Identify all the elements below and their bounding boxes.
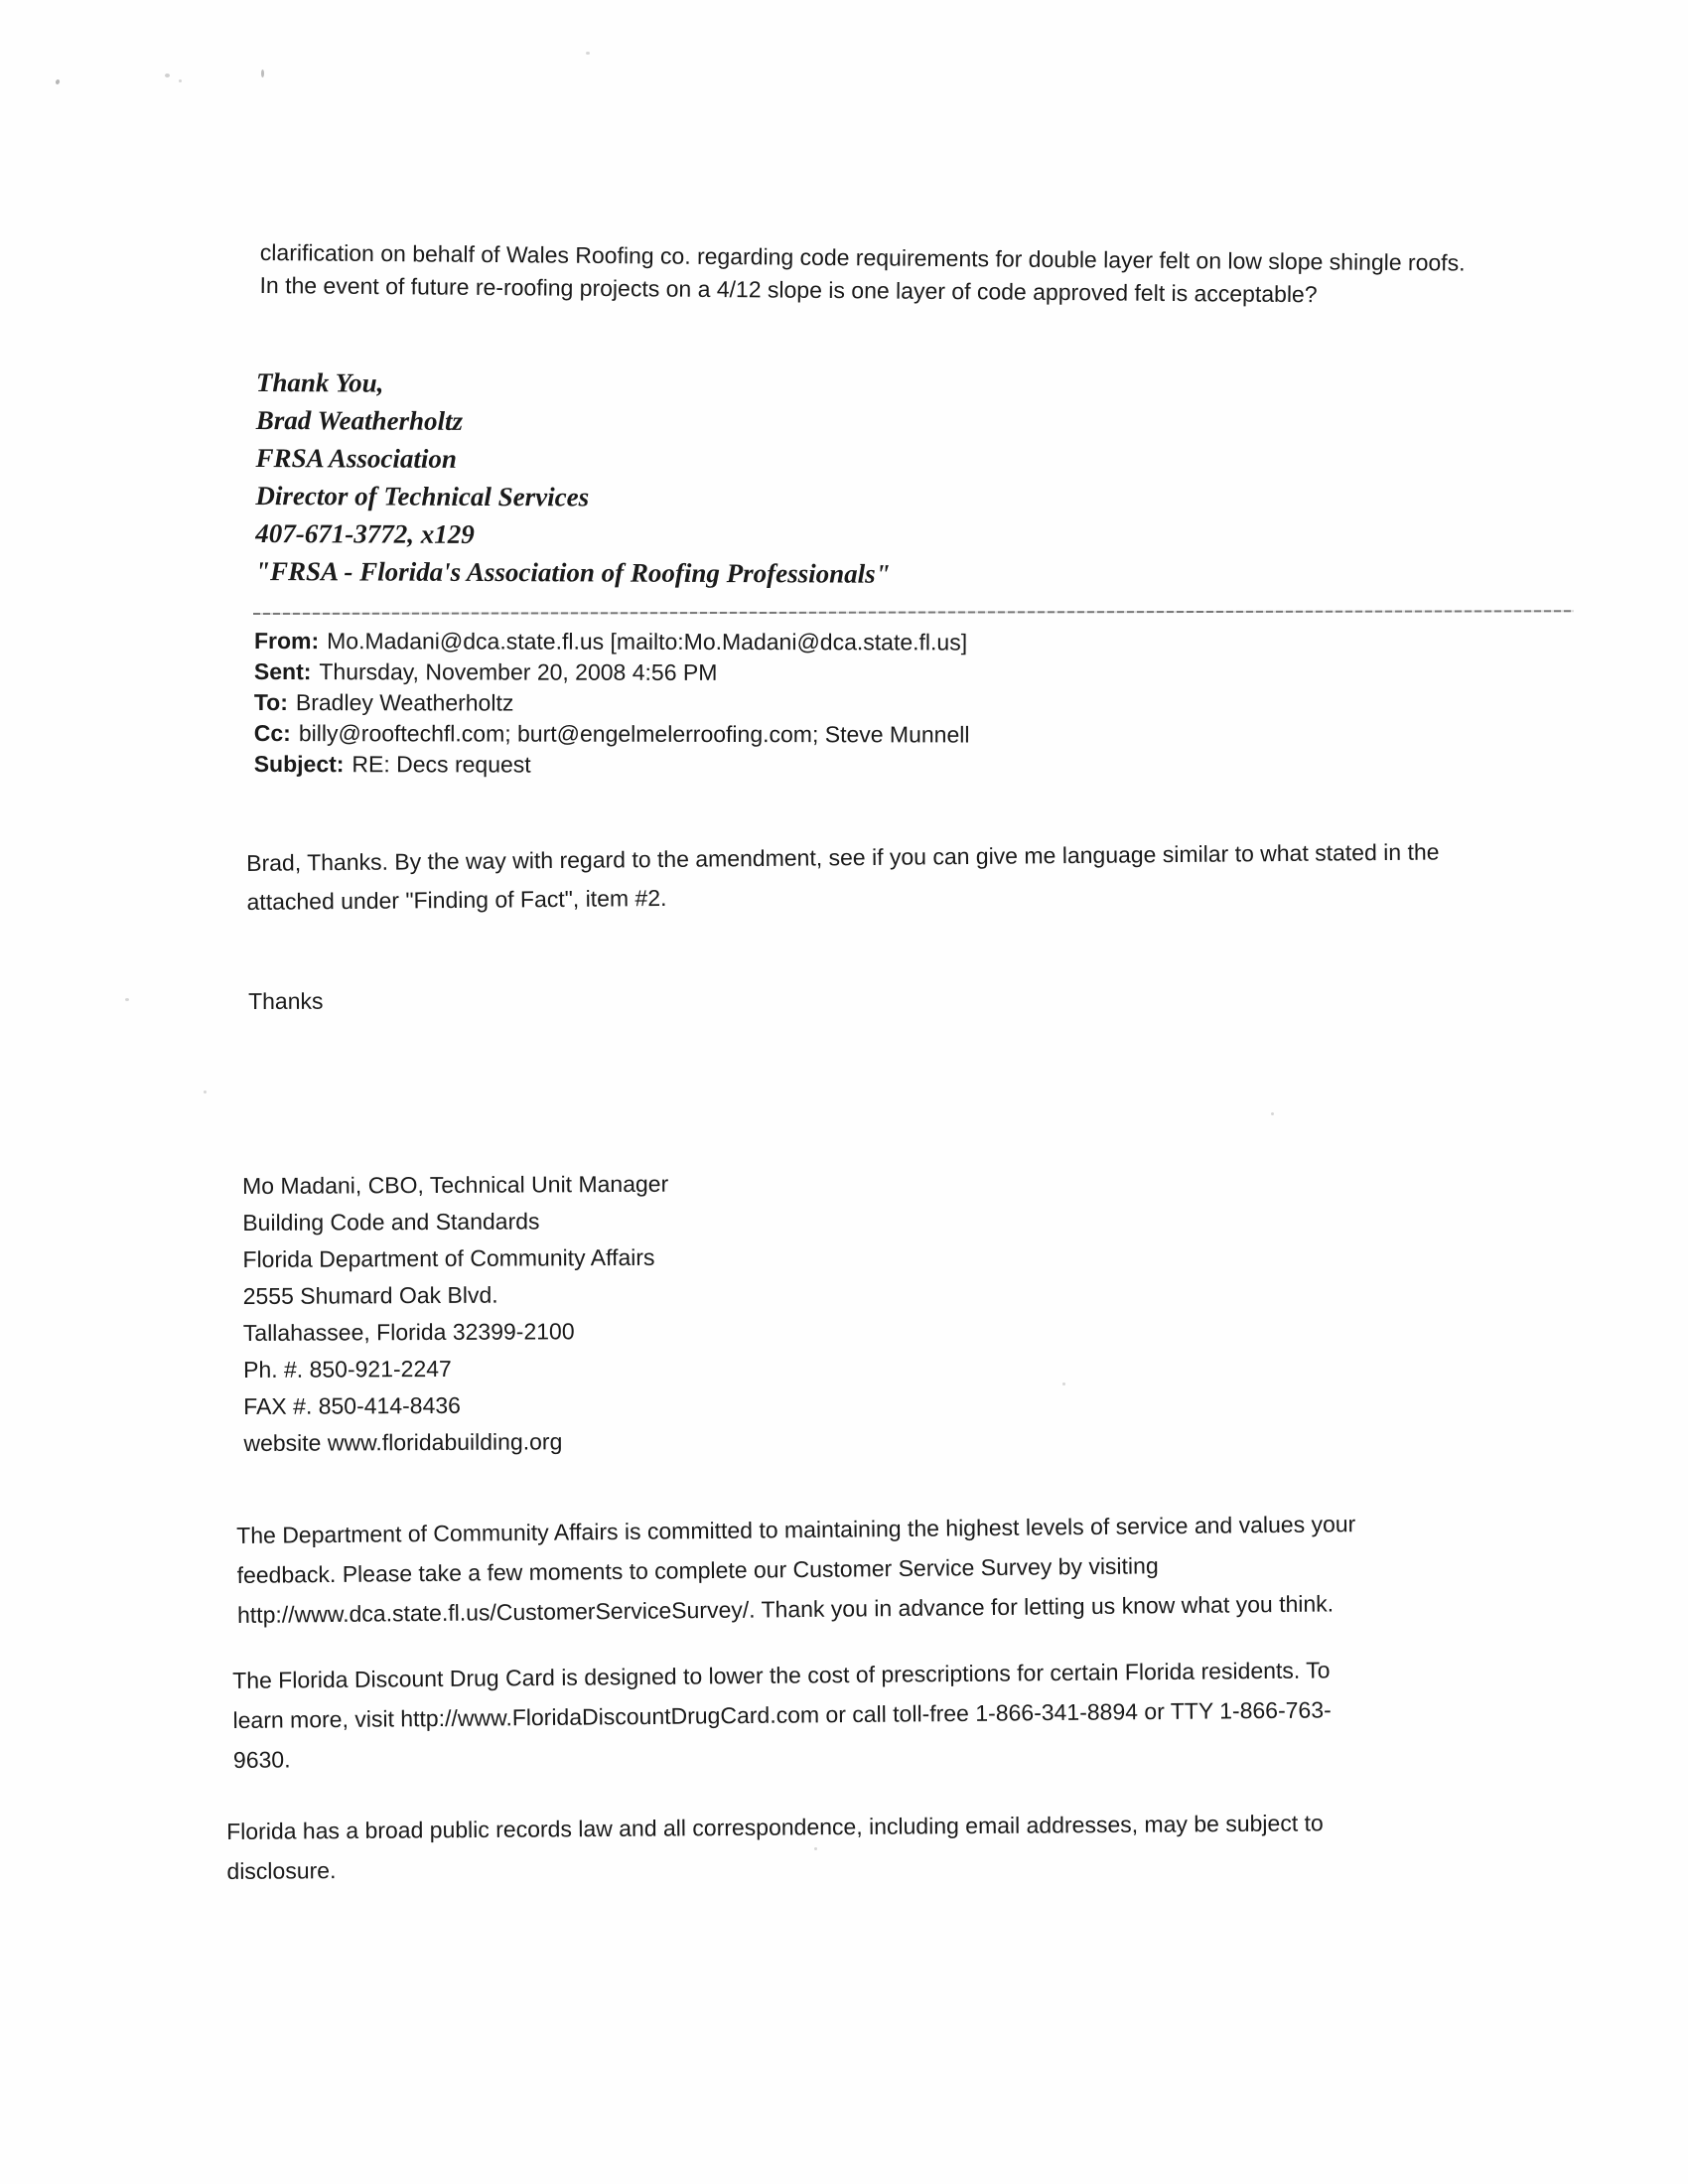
thanks-line: Thanks <box>248 987 324 1014</box>
header-row-to <box>254 687 970 720</box>
footer-drugcard-paragraph: The Florida Discount Drug Card is designed to lower the cost of prescriptions for certain Florida residents. To learn more, visit http://www.FloridaDiscountDrugCard.com or call toll-free 1-866-341-8894 or TTY 1-866-763-9630. <box>232 1657 1332 1773</box>
header-row-cc <box>254 718 970 751</box>
from-label: From: <box>253 628 320 655</box>
scan-artifact <box>204 1091 207 1093</box>
scan-artifact <box>55 78 60 84</box>
email-header-block <box>254 626 970 782</box>
separator-line <box>253 610 1574 615</box>
header-row-sent <box>254 656 970 689</box>
signature-line: Director of Technical Services <box>255 480 590 512</box>
scan-artifact <box>586 52 590 55</box>
contact-line: FAX #. 850-414-8436 <box>243 1391 461 1419</box>
cc-label: Cc: <box>253 719 291 747</box>
scan-artifact <box>165 73 170 77</box>
header-row-from <box>254 626 970 658</box>
contact-line: website www.floridabuilding.org <box>243 1428 563 1456</box>
scan-artifact <box>125 998 129 1001</box>
signature-line: Brad Weatherholtz <box>255 404 464 436</box>
contact-line: Building Code and Standards <box>242 1208 540 1236</box>
scan-artifact <box>1271 1112 1274 1115</box>
header-row-subject <box>254 749 970 782</box>
cc-value: billy@rooftechfl.com; burt@engelmelerroofing.com; Steve Munnell <box>298 720 970 748</box>
signature-line: FRSA Association <box>255 442 457 474</box>
footer-public-records-paragraph: Florida has a broad public records law and all correspondence, including email addresses, may be subject to disclosure. <box>226 1810 1324 1884</box>
sent-value: Thursday, November 20, 2008 4:56 PM <box>319 658 718 685</box>
email-body-paragraph: Brad, Thanks. By the way with regard to the amendment, see if you can give me language similar to what stated in the attached under "Finding of Fact", item #2. <box>246 838 1440 915</box>
contact-line: Florida Department of Community Affairs <box>242 1243 655 1272</box>
signature-line: "FRSA - Florida's Association of Roofing Professionals" <box>255 555 891 589</box>
sent-label: Sent: <box>253 657 312 685</box>
subject-label: Subject: <box>253 750 345 778</box>
signature-block <box>255 364 892 593</box>
footer-survey-paragraph: The Department of Community Affairs is committed to maintaining the highest levels of service and values your feedback. Please take a few moments to complete our Customer Service Survey by visiting http://www.dca.state.fl.us/CustomerServiceSurvey/. Thank you in advance for letting us know what you think. <box>236 1511 1356 1628</box>
to-label: To: <box>253 688 288 716</box>
signature-line: 407-671-3772, x129 <box>255 517 475 549</box>
from-value: Mo.Madani@dca.state.fl.us [mailto:Mo.Madani@dca.state.fl.us] <box>327 628 968 655</box>
contact-block <box>242 1166 670 1462</box>
scan-artifact <box>1062 1383 1065 1385</box>
subject-value: RE: Decs request <box>352 751 531 778</box>
signature-line: Thank You, <box>255 366 384 398</box>
scan-artifact <box>179 79 182 82</box>
contact-line: Ph. #. 850-921-2247 <box>242 1355 452 1383</box>
to-value: Bradley Weatherholtz <box>295 689 514 716</box>
scan-artifact <box>261 70 264 77</box>
email-quoted-paragraph: clarification on behalf of Wales Roofing co. regarding code requirements for double layer felt on low slope shingle roofs. In the event of future re-roofing projects on a 4/12 slope is one layer of code approved felt is acceptable? <box>259 238 1466 308</box>
contact-line: 2555 Shumard Oak Blvd. <box>242 1281 498 1309</box>
contact-line: Tallahassee, Florida 32399-2100 <box>242 1318 575 1346</box>
contact-line: Mo Madani, CBO, Technical Unit Manager <box>242 1170 669 1199</box>
